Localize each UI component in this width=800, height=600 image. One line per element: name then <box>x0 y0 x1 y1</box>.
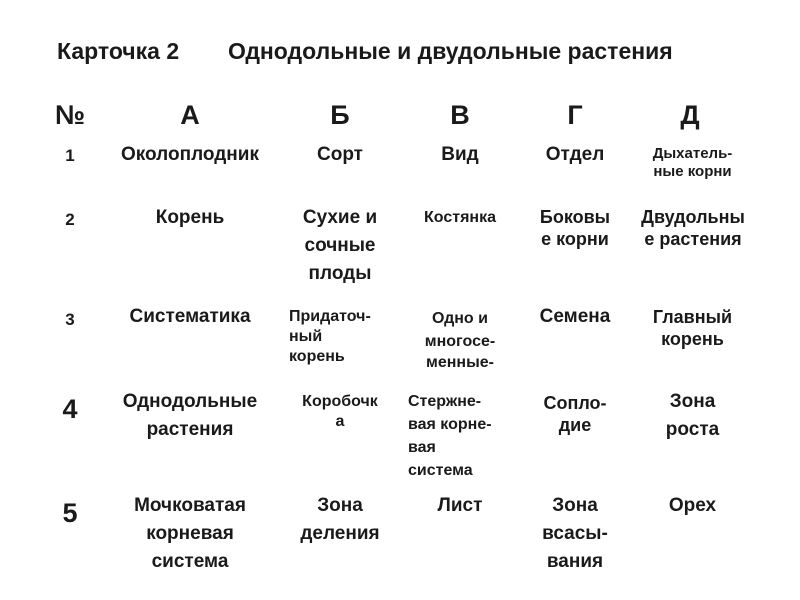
cell-5-g: Зона всасы- вания <box>542 495 608 572</box>
cell-4-d: Зона роста <box>665 391 720 440</box>
cell-2-a: Корень <box>155 207 225 228</box>
row-number: 2 <box>65 210 75 229</box>
cell-4-b: Коробочк а <box>302 393 378 430</box>
card-topic: Однодольные и двудольные растения <box>228 38 673 64</box>
header-d: Д <box>680 100 700 130</box>
cell-3-v: Одно и многосе- менные- <box>424 310 496 371</box>
cell-1-v: Вид <box>441 144 479 165</box>
cell-2-g: Боковы е корни <box>539 207 611 249</box>
row-number: 1 <box>65 146 75 165</box>
header-a: А <box>180 100 200 130</box>
row-number: 4 <box>62 394 78 424</box>
cell-3-d: Главный корень <box>652 307 733 349</box>
cell-5-a: Мочковатая корневая система <box>134 495 246 572</box>
cell-2-d: Двудольны е растения <box>641 207 745 249</box>
cell-4-g: Сопло- дие <box>543 393 607 435</box>
row-number: 3 <box>65 310 75 329</box>
cell-5-b: Зона деления <box>300 495 380 544</box>
cell-3-a: Систематика <box>129 306 251 327</box>
cell-3-g: Семена <box>539 306 611 327</box>
cell-1-g: Отдел <box>545 144 605 165</box>
header-number: № <box>54 100 86 130</box>
cell-1-b: Сорт <box>317 144 363 165</box>
cell-2-b: Сухие и сочные плоды <box>302 207 378 284</box>
header-g: Г <box>567 100 583 130</box>
cell-3-b: Придаточ- ный корень <box>289 308 371 365</box>
cell-1-d: Дыхатель- ные корни <box>652 145 733 180</box>
header-v: В <box>450 100 470 130</box>
row-number: 5 <box>62 498 78 528</box>
cell-5-d: Орех <box>668 495 717 516</box>
cell-4-v: Стержне- вая корне- вая система <box>408 393 492 479</box>
card-number: Карточка 2 <box>57 38 180 64</box>
header-b: Б <box>330 100 350 130</box>
cell-4-a: Однодольные растения <box>122 391 258 440</box>
cell-1-a: Околоплодник <box>121 144 259 165</box>
cell-5-v: Лист <box>437 495 483 516</box>
cell-2-v: Костянка <box>424 209 496 226</box>
